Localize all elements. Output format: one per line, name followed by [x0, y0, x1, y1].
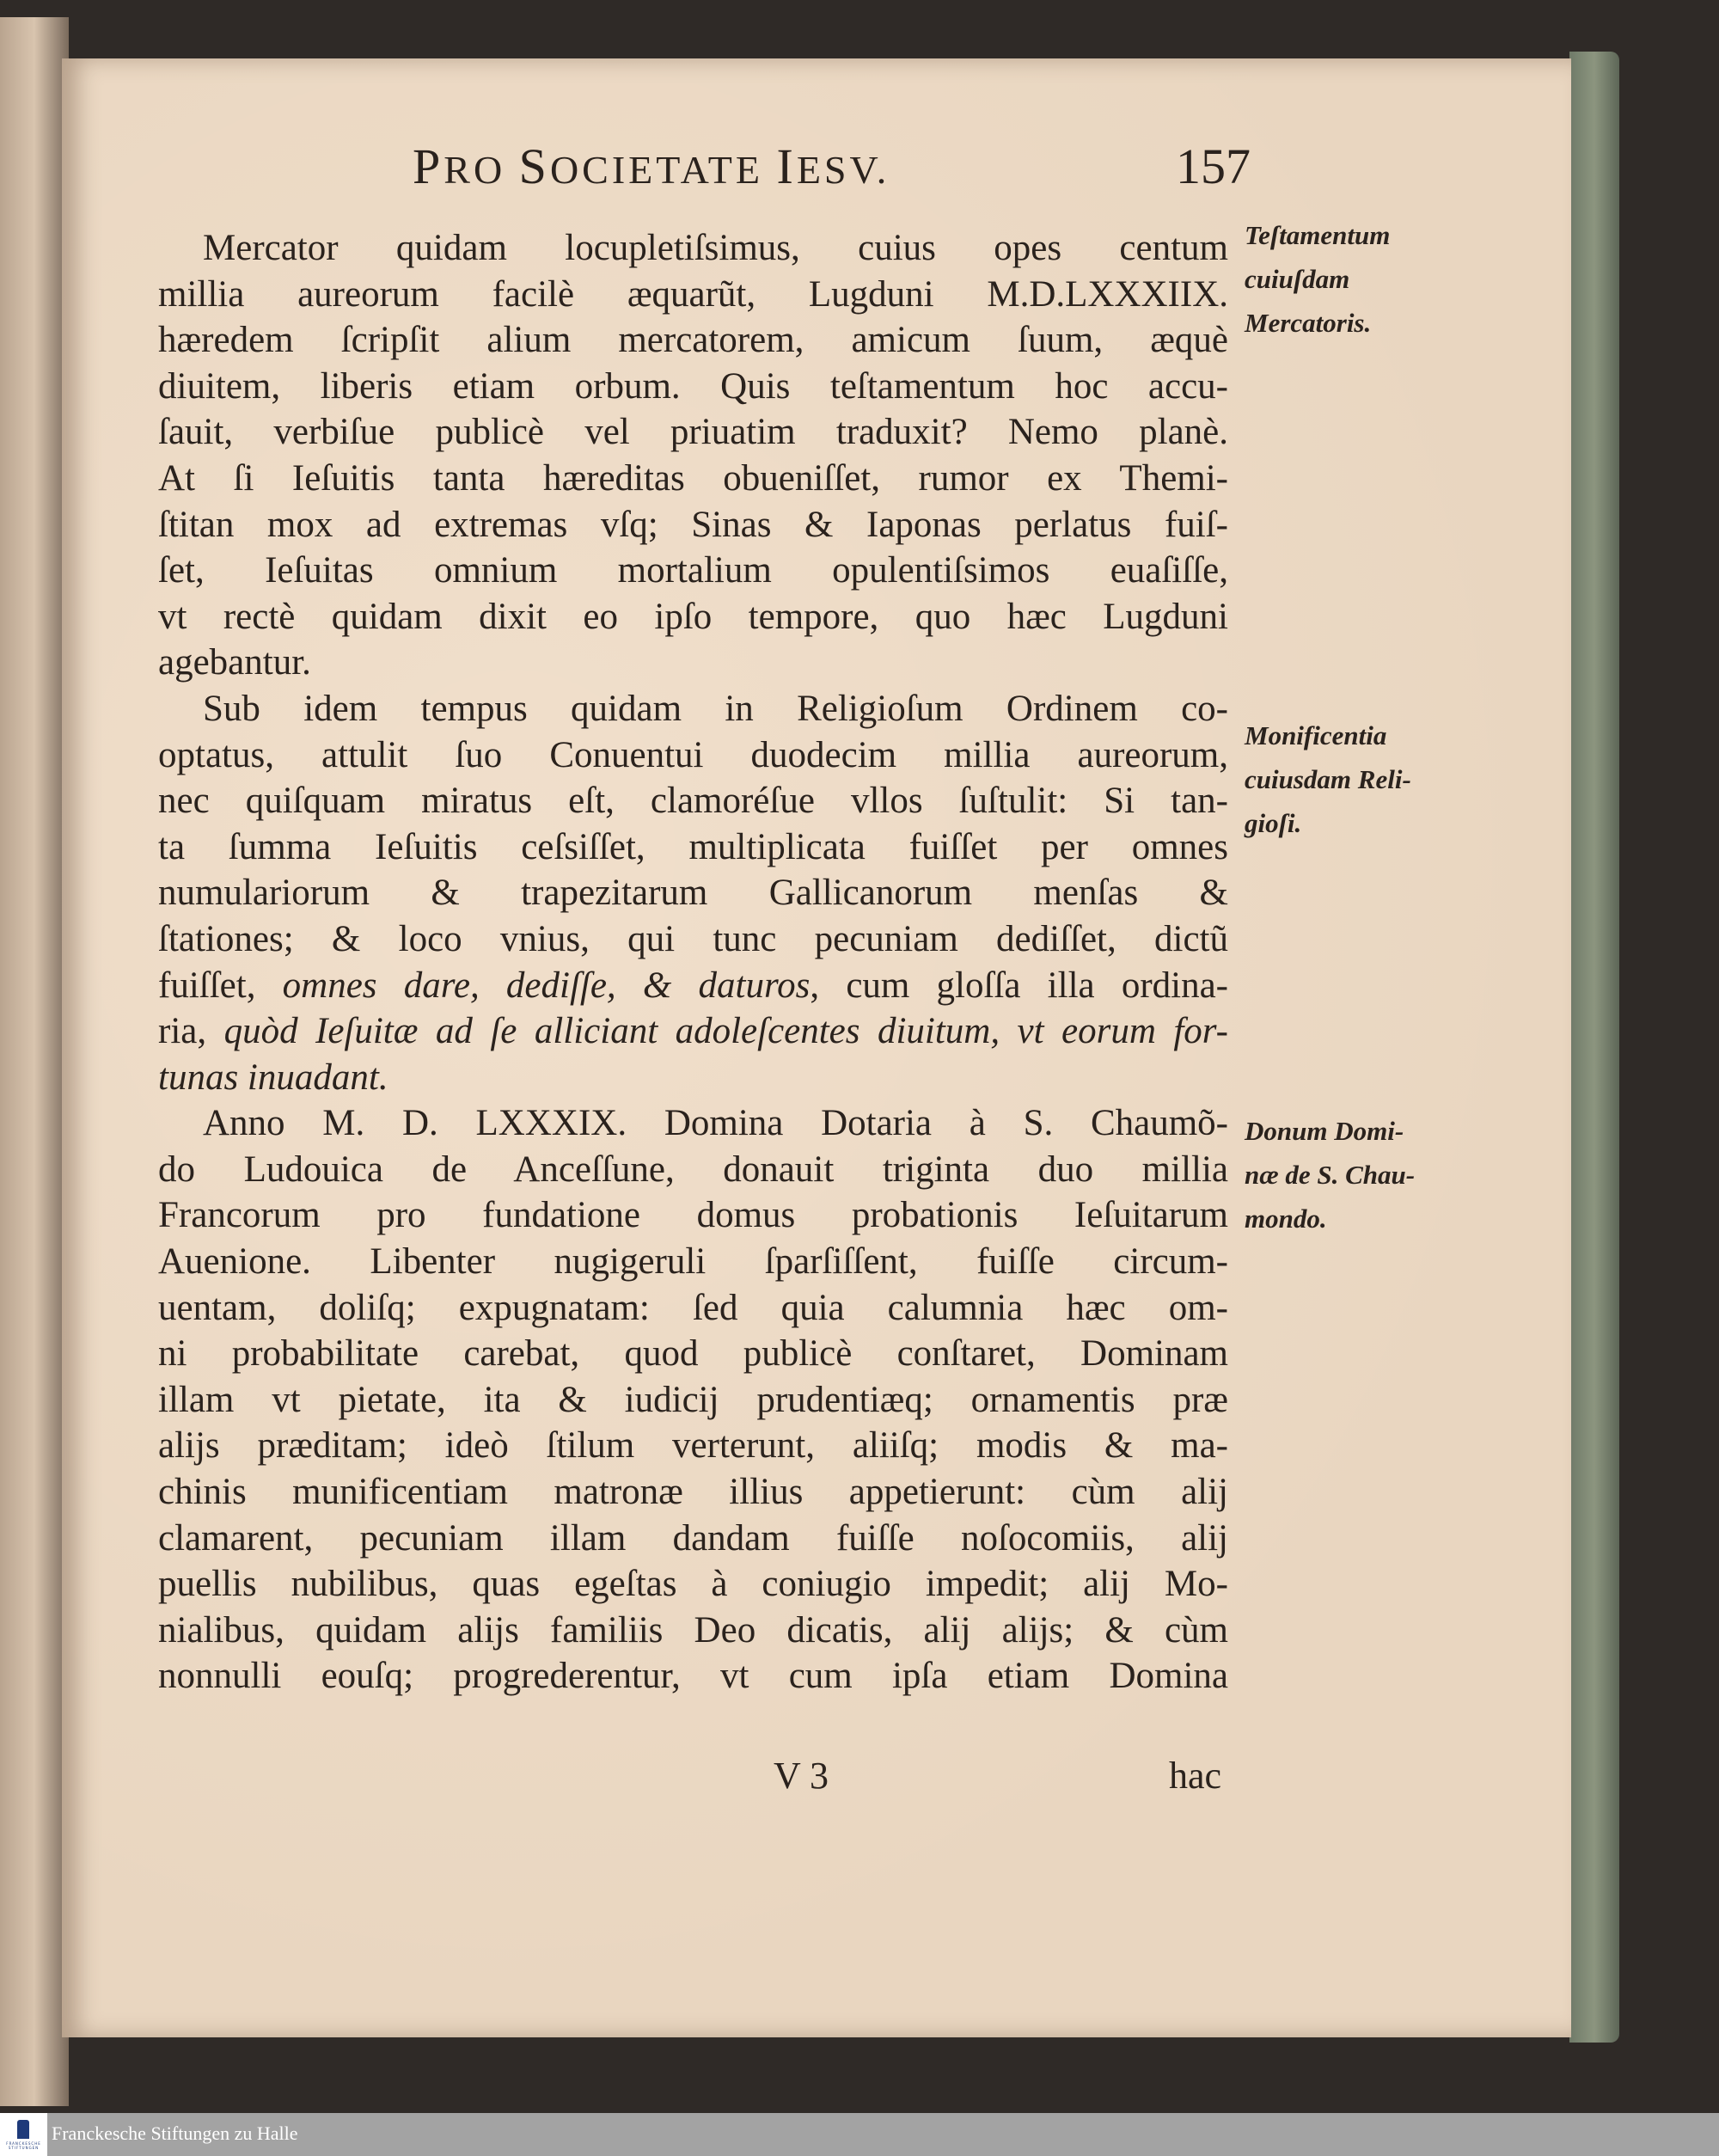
note-line: Monificentia	[1245, 720, 1387, 750]
text-line	[158, 1608, 1228, 1654]
text-line	[158, 1239, 1228, 1285]
running-head-part: ESV.	[796, 148, 890, 192]
text-line	[158, 916, 1228, 963]
text-segment: uentam, doliſq; expugnatam: ſed quia calumnia hæc om-	[158, 1287, 1228, 1328]
note-line: Donum Domi-	[1245, 1116, 1404, 1146]
text-line	[158, 225, 1228, 272]
running-head	[413, 138, 890, 195]
note-line: cuiuſdam	[1245, 264, 1350, 294]
text-segment: ſet, Ieſuitas omnium mortalium opulentiſsimos euaſiſſe,	[158, 550, 1228, 591]
facing-page-edge	[0, 17, 69, 2106]
text-line	[158, 409, 1228, 456]
text-line	[158, 502, 1228, 548]
text-segment: optatus, attulit ſuo Conuentui duodecim millia aureorum,	[158, 734, 1228, 775]
margin-note-donum	[1245, 1109, 1415, 1240]
text-segment: clamarent, pecuniam illam dandam fuiſſe noſocomiis, alij	[158, 1517, 1228, 1559]
text-segment: diuitem, liberis etiam orbum. Quis teſtamentum hoc accu-	[158, 365, 1228, 407]
text-segment: ſtationes; & loco vnius, qui tunc pecuniam dediſſet, dictũ	[158, 918, 1228, 959]
running-head-part: OCIETATE	[549, 148, 777, 192]
note-line: Mercatoris.	[1245, 308, 1372, 338]
text-line	[158, 870, 1228, 916]
text-line	[158, 272, 1228, 318]
text-segment: ſtitan mox ad extremas vſq; Sinas & Iaponas perlatus fuiſ-	[158, 504, 1228, 545]
italic-segment: omnes dare, dediſſe, & daturos	[282, 965, 811, 1006]
italic-segment: quòd Ieſuitæ ad ſe alliciant adoleſcentes diuitum, vt eorum for-	[223, 1011, 1228, 1052]
text-segment: Anno M. D. LXXXIX. Domina Dotaria à S. Chaumõ-	[203, 1103, 1228, 1144]
text-line	[158, 548, 1228, 594]
text-segment: chinis munificentiam matronæ illius appetierunt: cùm alij	[158, 1472, 1228, 1513]
italic-segment: tunas inuadant.	[158, 1057, 388, 1098]
text-segment: Mercator quidam locupletiſsimus, cuius opes centum	[203, 228, 1228, 268]
page-block-edge	[1569, 52, 1619, 2043]
text-line	[158, 594, 1228, 640]
text-line	[158, 963, 1228, 1009]
text-line	[158, 686, 1228, 732]
note-line: mondo.	[1245, 1204, 1327, 1234]
text-line	[158, 778, 1228, 824]
note-line: cuiusdam Reli-	[1245, 764, 1411, 794]
text-segment: ni probabilitate carebat, quod publicè conſtaret, Dominam	[158, 1333, 1228, 1375]
text-line	[158, 824, 1228, 871]
note-line: Teſtamentum	[1245, 220, 1391, 250]
text-segment: illam vt pietate, ita & iudicij prudentiæq; ornamentis præ	[158, 1379, 1228, 1420]
signature-mark: V 3	[774, 1755, 829, 1797]
text-line	[158, 1469, 1228, 1516]
text-line	[158, 1331, 1228, 1377]
margin-note-testamentum	[1245, 213, 1390, 345]
catchword: hac	[1169, 1755, 1222, 1797]
text-segment: do Ludouica de Anceſſune, donauit triginta duo millia	[158, 1148, 1228, 1190]
text-line	[158, 1423, 1228, 1469]
text-segment: Sub idem tempus quidam in Religioſum Ordinem co-	[203, 688, 1228, 729]
logo-text: FRANCKESCHE STIFTUNGEN	[6, 2141, 41, 2150]
text-segment: nec quiſquam miratus eſt, clamoréſue vllos ſuſtulit: Si tan-	[158, 781, 1228, 822]
text-line	[158, 1055, 1228, 1101]
institution-logo[interactable]	[0, 2113, 47, 2156]
running-head-part: S	[518, 138, 550, 194]
text-segment: Auenione. Libenter nugigeruli ſparſiſſent, fuiſſe circum-	[158, 1241, 1228, 1283]
text-line	[158, 1147, 1228, 1193]
text-line	[158, 1100, 1228, 1147]
text-line	[158, 1377, 1228, 1424]
footer-bar	[0, 2113, 1719, 2156]
text-segment: numulariorum & trapezitarum Gallicanorum menſas &	[158, 873, 1228, 914]
text-segment: Francorum pro fundatione domus probationis Ieſuitarum	[158, 1195, 1228, 1236]
text-segment: ta ſumma Ieſuitis ceſsiſſet, multiplicata fuiſſet per omnes	[158, 826, 1228, 867]
text-segment: At ſi Ieſuitis tanta hæreditas obueniſſet, rumor ex Themi-	[158, 457, 1228, 499]
text-segment: millia aureorum facilè æquarũt, Lugduni M.D.LXXXIIX.	[158, 273, 1228, 315]
text-line	[158, 456, 1228, 502]
text-segment: hæredem ſcripſit alium mercatorem, amicum ſuum, æquè	[158, 320, 1228, 361]
text-line	[158, 1008, 1228, 1055]
page-number: 157	[1176, 138, 1251, 194]
text-segment: puellis nubilibus, quas egeſtas à coniugio impedit; alij Mo-	[158, 1564, 1228, 1605]
body-text	[158, 225, 1228, 1700]
margin-note-monificentia	[1245, 714, 1411, 845]
text-line	[158, 732, 1228, 779]
text-segment: nialibus, quidam alijs familiis Deo dicatis, alij alijs; & cùm	[158, 1609, 1228, 1651]
note-line: gioſi.	[1245, 808, 1302, 838]
text-segment: nonnulli eouſq; progrederentur, vt cum ipſa etiam Domina	[158, 1656, 1228, 1697]
running-head-part: P	[413, 138, 444, 194]
text-segment: ria,	[158, 1011, 224, 1052]
logo-figure-icon	[17, 2120, 29, 2139]
text-line	[158, 1192, 1228, 1239]
text-segment: vt rectè quidam dixit eo ipſo tempore, quo hæc Lugduni	[158, 596, 1228, 637]
text-segment: , cum gloſſa illa ordina-	[810, 965, 1228, 1006]
text-segment: fuiſſet,	[158, 965, 283, 1006]
text-segment: agebantur.	[158, 642, 311, 683]
text-line	[158, 364, 1228, 410]
text-segment: alijs præditam; ideò ſtilum verterunt, aliiſq; modis & ma-	[158, 1425, 1228, 1467]
text-line	[158, 1285, 1228, 1332]
text-line	[158, 317, 1228, 364]
text-line	[158, 1561, 1228, 1608]
text-line	[158, 640, 1228, 686]
note-line: næ de S. Chau-	[1245, 1160, 1416, 1190]
running-head-part: I	[776, 138, 797, 194]
running-head-part: RO	[444, 148, 519, 192]
text-line	[158, 1516, 1228, 1562]
footer-label: Franckesche Stiftungen zu Halle	[52, 2122, 298, 2144]
text-line	[158, 1653, 1228, 1700]
text-segment: ſauit, verbiſue publicè vel priuatim traduxit? Nemo planè.	[158, 412, 1228, 453]
